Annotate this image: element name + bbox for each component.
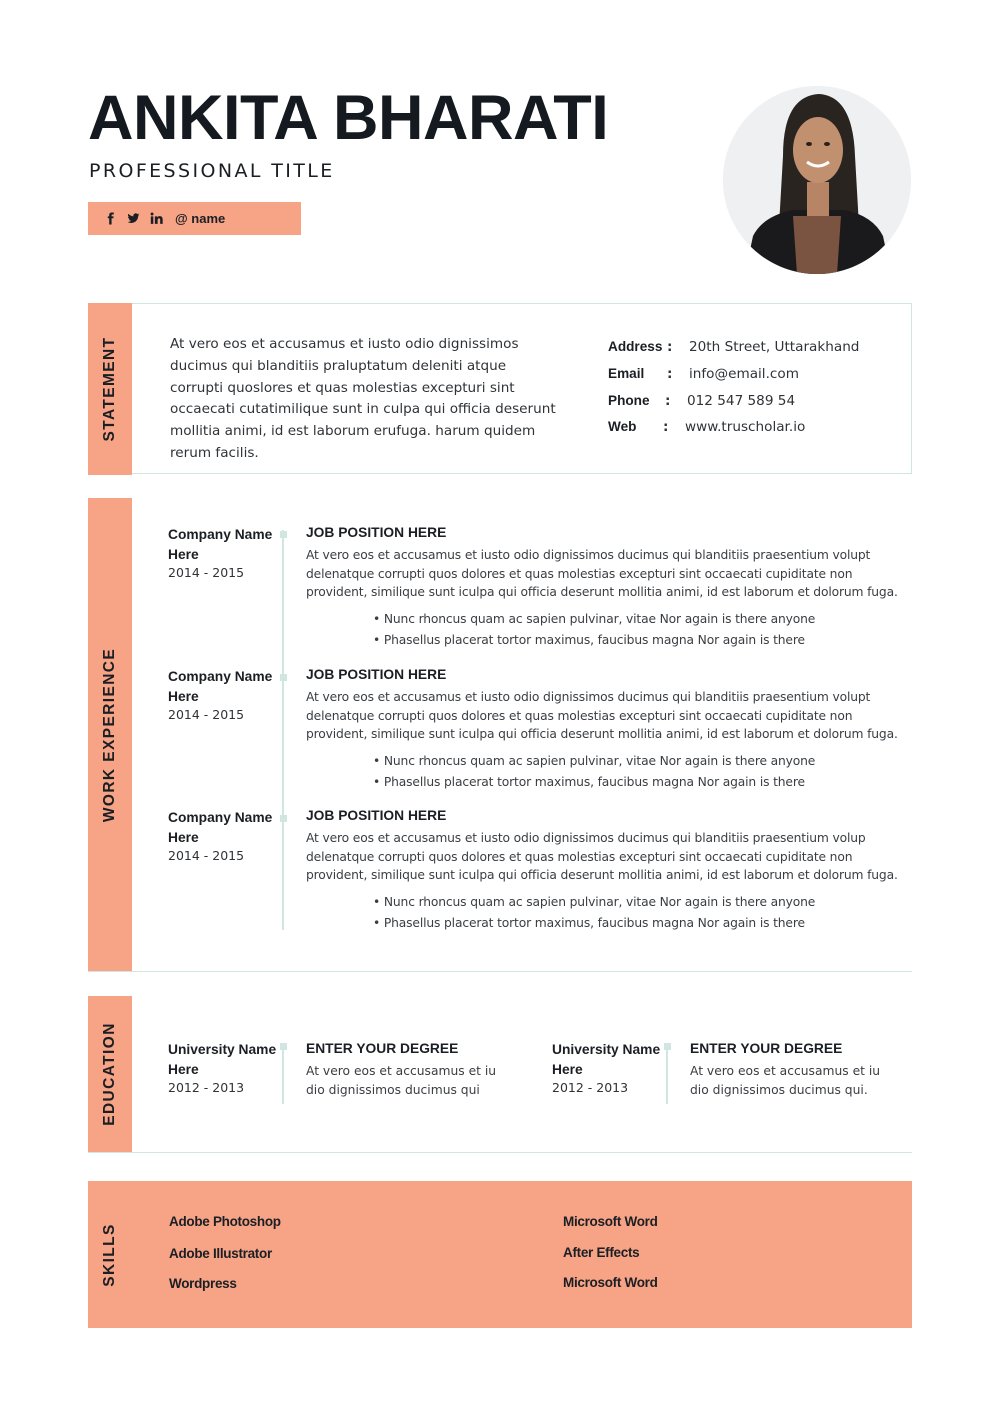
job-description: At vero eos et accusamus et iusto odio dignissimos ducimus qui blanditiis praesentium volupt delenatque corrupti quos dolores et quas molestias excepturi sint occaecati cupiditate non provident, similique sunt iculpa qui officia deserunt mollitia animi, id est laborum et dolorum fuga. — [306, 548, 898, 600]
skills-section — [88, 1181, 912, 1328]
job-bullets — [373, 892, 815, 933]
bullet-item: • Nunc rhoncus quam ac sapien pulvinar, vitae Nor again is there anyone — [373, 895, 816, 909]
facebook-icon[interactable] — [104, 212, 117, 225]
job-position: JOB POSITION HERE — [306, 667, 447, 682]
degree-title: ENTER YOUR DEGREE — [690, 1041, 843, 1056]
profile-photo — [723, 86, 911, 274]
skill-item: Adobe Photoshop — [169, 1214, 281, 1229]
timeline-marker — [280, 1043, 287, 1050]
education-dates: 2012 - 2013 — [168, 1080, 245, 1095]
timeline-line — [282, 530, 284, 930]
job-position: JOB POSITION HERE — [306, 525, 447, 540]
job-description: At vero eos et accusamus et iusto odio dignissimos ducimus qui blanditiis praesentium volup delenatque corrupti quos dolores et quas molestias excepturi sint occaecati cupiditate non provident, similique sunt iculpa qui officia deserunt mollitia animi, id est laborum et dolorum fuga. — [306, 831, 898, 883]
skill-item: Microsoft Word — [563, 1214, 658, 1229]
company-name: Company Name Here — [168, 810, 273, 845]
degree-description: At vero eos et accusamus et iu dio dignissimos ducimus qui. — [690, 1064, 881, 1097]
statement-sidebar — [88, 303, 132, 475]
timeline-marker — [280, 531, 287, 538]
skill-item: Adobe Illustrator — [169, 1246, 272, 1261]
company-name: Company Name Here — [168, 669, 273, 704]
company-name: Company Name Here — [168, 527, 273, 562]
bullet-item: • Phasellus placerat tortor maximus, faucibus magna Nor again is there — [373, 632, 805, 647]
social-handle: @ name — [175, 211, 226, 226]
linkedin-icon[interactable] — [150, 212, 163, 225]
job-bullets — [373, 609, 815, 650]
timeline-line — [666, 1046, 668, 1104]
education-dates: 2012 - 2013 — [552, 1080, 629, 1095]
work-sidebar — [88, 498, 132, 971]
timeline-line — [282, 1046, 284, 1104]
statement-section: STATEMENT At vero eos et accusamus et iusto odio dignissimos ducimus qui blanditiis praluptatum deleniti atque corrupti quoslores et quas molestias excepturi sint occaecati cutatimilique sunt in culpa qui officia deserunt mollitia animi, id est laborum erufuga. harum quidem rerum facilis. Address : 20th Street, Uttarakhand Email : info@email.com Phone : 012 547 589 54 Web : www.truscholar.io — [88, 303, 912, 474]
skills-sidebar — [88, 1181, 132, 1328]
university-name: University Name Here — [168, 1042, 277, 1077]
job-dates: 2014 - 2015 — [168, 848, 245, 863]
section-label: EDUCATION — [101, 1022, 118, 1126]
social-bar — [88, 202, 301, 235]
skill-item: Wordpress — [169, 1276, 237, 1291]
bullet-item: • Nunc rhoncus quam ac sapien pulvinar, vitae Nor again is there anyone — [373, 612, 816, 626]
university-name: University Name Here — [552, 1042, 661, 1077]
skill-item: After Effects — [563, 1245, 640, 1260]
degree-title: ENTER YOUR DEGREE — [306, 1041, 459, 1056]
section-label: WORK EXPERIENCE — [101, 647, 118, 822]
bullet-item: • Phasellus placerat tortor maximus, faucibus magna Nor again is there — [373, 774, 805, 789]
job-dates: 2014 - 2015 — [168, 565, 245, 580]
twitter-icon[interactable] — [127, 212, 140, 225]
timeline-marker — [280, 815, 287, 822]
education-sidebar — [88, 996, 132, 1152]
education-section — [88, 996, 912, 1153]
professional-title: PROFESSIONAL TITLE — [89, 160, 335, 182]
job-dates: 2014 - 2015 — [168, 707, 245, 722]
bullet-item: • Phasellus placerat tortor maximus, faucibus magna Nor again is there — [373, 915, 805, 930]
timeline-marker — [280, 674, 287, 681]
bullet-item: • Nunc rhoncus quam ac sapien pulvinar, vitae Nor again is there anyone — [373, 754, 816, 768]
candidate-name: ANKITA BHARATI — [88, 83, 609, 153]
timeline-marker — [664, 1043, 671, 1050]
job-description: At vero eos et accusamus et iusto odio dignissimos ducimus qui blanditiis praesentium volupt delenatque corrupti quos dolores et quas molestias excepturi sint occaecati cupiditate non provident, similique sunt iculpa qui officia deserunt mollitia animi, id est laborum et dolorum fuga. — [306, 690, 898, 742]
job-position: JOB POSITION HERE — [306, 808, 447, 823]
degree-description: At vero eos et accusamus et iu dio dignissimos ducimus qui — [306, 1064, 497, 1097]
section-label: SKILLS — [101, 1222, 118, 1287]
job-bullets — [373, 751, 815, 792]
statement-text: At vero eos et accusamus et iusto odio dignissimos ducimus qui blanditiis praluptatum deleniti atque corrupti quoslores et quas molestias excepturi sint occaecati cutatimilique sunt in culpa qui officia deserunt mollitia animi, id est laborum erufuga. harum quidem rerum facilis. — [170, 336, 556, 461]
work-experience-section — [88, 498, 912, 972]
skill-item: Microsoft Word — [563, 1275, 658, 1290]
section-label: STATEMENT — [101, 335, 118, 442]
